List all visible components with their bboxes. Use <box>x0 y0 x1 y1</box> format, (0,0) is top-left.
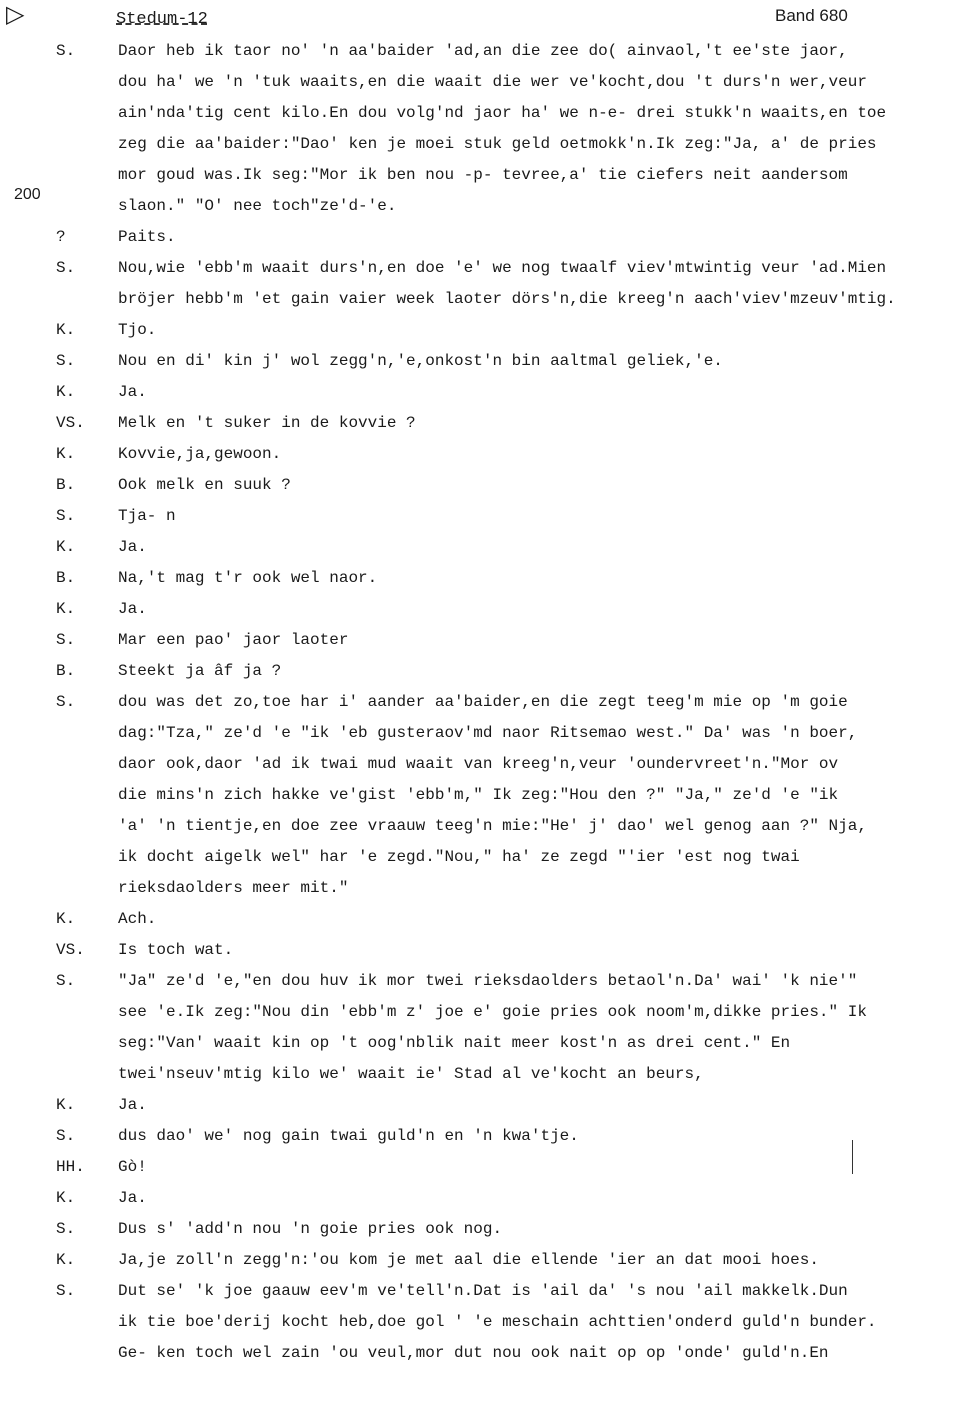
transcript-entry <box>0 656 973 687</box>
utterance-line: seg:"Van' waait kin op 't oog'nblik nait meer kost'n as drei cent." En <box>118 1034 791 1052</box>
transcript-entry <box>0 36 973 222</box>
utterance-line: rieksdaolders meer mit." <box>118 879 349 897</box>
utterance-line: bröjer hebb'm 'et gain vaier week laoter dörs'n,die kreeg'n aach'viev'mzeuv'mtig. <box>118 290 896 308</box>
utterance-line: Ja,je zoll'n zegg'n:'ou kom je met aal die ellende 'ier an dat mooi hoes. <box>118 1251 819 1269</box>
speaker-label: S. <box>56 1282 76 1300</box>
utterance-line: ik docht aigelk wel" har 'e zegd."Nou," ha' ze zegd "'ier 'est nog twai <box>118 848 800 866</box>
utterance <box>118 656 963 687</box>
transcript-entry <box>0 1214 973 1245</box>
utterance-line: Steekt ja âf ja ? <box>118 662 282 680</box>
speaker-label: K. <box>56 600 76 618</box>
utterance-line: dou was det zo,toe har i' aander aa'baider,en die zegt teeg'm mie op 'm goie <box>118 693 848 711</box>
utterance <box>118 625 963 656</box>
transcript-entry <box>0 935 973 966</box>
utterance <box>118 253 963 315</box>
utterance-line: Ja. <box>118 383 147 401</box>
utterance <box>118 1214 963 1245</box>
transcript-entry <box>0 253 973 315</box>
speaker-label: S. <box>56 693 76 711</box>
utterance <box>118 315 963 346</box>
transcript-entry <box>0 408 973 439</box>
speaker-label: K. <box>56 1096 76 1114</box>
utterance-line: die mins'n zich hakke ve'gist 'ebb'm," Ik zeg:"Hou den ?" "Ja," ze'd 'e "ik <box>118 786 839 804</box>
transcript-entry <box>0 346 973 377</box>
utterance <box>118 532 963 563</box>
utterance-line: 'a' 'n tientje,en doe zee vraauw teeg'n mie:"He' j' dao' wel genog aan ?" Nja, <box>118 817 867 835</box>
utterance-line: Na,'t mag t'r ook wel naor. <box>118 569 378 587</box>
utterance <box>118 904 963 935</box>
utterance <box>118 346 963 377</box>
utterance-line: Is toch wat. <box>118 941 234 959</box>
speaker-label: B. <box>56 662 76 680</box>
speaker-label: K. <box>56 1251 76 1269</box>
utterance-line: Dus s' 'add'n nou 'n goie pries ook nog. <box>118 1220 503 1238</box>
utterance <box>118 1276 963 1369</box>
speaker-label: S. <box>56 1220 76 1238</box>
utterance <box>118 222 963 253</box>
transcript-entry <box>0 1276 973 1369</box>
utterance <box>118 687 963 904</box>
utterance <box>118 1245 963 1276</box>
utterance <box>118 1152 963 1183</box>
utterance <box>118 935 963 966</box>
speaker-label: K. <box>56 445 76 463</box>
speaker-label: K. <box>56 321 76 339</box>
utterance-line: Ja. <box>118 538 147 556</box>
utterance <box>118 501 963 532</box>
transcript-entry <box>0 1121 973 1152</box>
speaker-label: B. <box>56 569 76 587</box>
transcript-entry <box>0 1245 973 1276</box>
utterance <box>118 966 963 1090</box>
utterance-line: dag:"Tza," ze'd 'e "ik 'eb gusteraov'md naor Ritsemao west." Da' was 'n boer, <box>118 724 858 742</box>
utterance <box>118 377 963 408</box>
utterance-line: Ook melk en suuk ? <box>118 476 291 494</box>
utterance <box>118 1090 963 1121</box>
utterance <box>118 439 963 470</box>
transcript-entry <box>0 532 973 563</box>
document-reference: Stedum-12 <box>116 10 208 29</box>
utterance <box>118 36 963 222</box>
speaker-label: ? <box>56 228 66 246</box>
utterance <box>118 563 963 594</box>
speaker-label: B. <box>56 476 76 494</box>
transcript-entry <box>0 625 973 656</box>
utterance-line: Daor heb ik taor no' 'n aa'baider 'ad,an die zee do( ainvaol,'t ee'ste jaor, <box>118 42 848 60</box>
utterance-line: Melk en 't suker in de kovvie ? <box>118 414 416 432</box>
utterance-line: Ja. <box>118 1189 147 1207</box>
transcript-entry <box>0 687 973 904</box>
utterance <box>118 470 963 501</box>
margin-line-number: 200 <box>14 186 41 203</box>
utterance <box>118 1121 963 1152</box>
transcript-entry <box>0 315 973 346</box>
transcript-entry <box>0 501 973 532</box>
utterance-line: Nou en di' kin j' wol zegg'n,'e,onkost'n bin aaltmal geliek,'e. <box>118 352 723 370</box>
transcript-entry <box>0 439 973 470</box>
speaker-label: HH. <box>56 1158 85 1176</box>
utterance-line: Ja. <box>118 600 147 618</box>
utterance-line: Nou,wie 'ebb'm waait durs'n,en doe 'e' we nog twaalf viev'mtwintig veur 'ad.Mien <box>118 259 887 277</box>
transcript-entry <box>0 563 973 594</box>
utterance-line: Mar een pao' jaor laoter <box>118 631 349 649</box>
transcript <box>0 36 973 1369</box>
utterance-line: dou ha' we 'n 'tuk waaits,en die waait die wer ve'kocht,dou 't durs'n wer,veur <box>118 73 867 91</box>
speaker-label: S. <box>56 259 76 277</box>
margin-check-mark: ▷ <box>6 0 25 28</box>
speaker-label: S. <box>56 1127 76 1145</box>
speaker-label: S. <box>56 631 76 649</box>
utterance <box>118 408 963 439</box>
utterance-line: daor ook,daor 'ad ik twai mud waait van kreeg'n,veur 'oundervreet'n."Mor ov <box>118 755 839 773</box>
tape-number: Band 680 <box>775 6 848 25</box>
utterance-line: Ja. <box>118 1096 147 1114</box>
utterance-line: Tjo. <box>118 321 157 339</box>
transcript-entry <box>0 904 973 935</box>
utterance-line: Kovvie,ja,gewoon. <box>118 445 282 463</box>
utterance-line: ik tie boe'derij kocht heb,doe gol ' 'e meschain achttien'onderd guld'n bunder. <box>118 1313 877 1331</box>
utterance-line: Ge- ken toch wel zain 'ou veul,mor dut nou ook nait op op 'onde' guld'n.En <box>118 1344 829 1362</box>
transcript-entry <box>0 470 973 501</box>
utterance-line: Dut se' 'k joe gaauw eev'm ve'tell'n.Dat is 'ail da' 's nou 'ail makkelk.Dun <box>118 1282 848 1300</box>
speaker-label: S. <box>56 42 76 60</box>
utterance-line: twei'nseuv'mtig kilo we' waait ie' Stad al ve'kocht an beurs, <box>118 1065 704 1083</box>
speaker-label: K. <box>56 910 76 928</box>
utterance <box>118 1183 963 1214</box>
utterance-line: "Ja" ze'd 'e,"en dou huv ik mor twei rieksdaolders betaol'n.Da' wai' 'k nie'" <box>118 972 858 990</box>
transcript-entry <box>0 594 973 625</box>
utterance-line: slaon." "O' nee toch"ze'd-'e. <box>118 197 397 215</box>
utterance-line: zeg die aa'baider:"Dao' ken je moei stuk geld oetmokk'n.Ik zeg:"Ja, a' de pries <box>118 135 877 153</box>
utterance <box>118 594 963 625</box>
utterance-line: Paits. <box>118 228 176 246</box>
transcript-entry <box>0 1183 973 1214</box>
speaker-label: K. <box>56 1189 76 1207</box>
speaker-label: VS. <box>56 414 85 432</box>
speaker-label: K. <box>56 383 76 401</box>
utterance-line: Gò! <box>118 1158 147 1176</box>
speaker-label: S. <box>56 972 76 990</box>
transcript-entry <box>0 1090 973 1121</box>
speaker-label: S. <box>56 352 76 370</box>
transcript-entry <box>0 966 973 1090</box>
speaker-label: S. <box>56 507 76 525</box>
speaker-label: K. <box>56 538 76 556</box>
transcript-entry <box>0 377 973 408</box>
utterance-line: Tja- n <box>118 507 176 525</box>
speaker-label: VS. <box>56 941 85 959</box>
transcript-entry <box>0 1152 973 1183</box>
utterance-line: ain'nda'tig cent kilo.En dou volg'nd jaor ha' we n-e- drei stukk'n waaits,en toe <box>118 104 887 122</box>
utterance-line: see 'e.Ik zeg:"Nou din 'ebb'm z' joe e' goie pries ook noom'm,dikke pries." Ik <box>118 1003 867 1021</box>
utterance-line: mor goud was.Ik seg:"Mor ik ben nou -p- tevree,a' tie ciefers neit aandersom <box>118 166 848 184</box>
utterance-line: Ach. <box>118 910 157 928</box>
utterance-line: dus dao' we' nog gain twai guld'n en 'n kwa'tje. <box>118 1127 579 1145</box>
transcript-entry <box>0 222 973 253</box>
